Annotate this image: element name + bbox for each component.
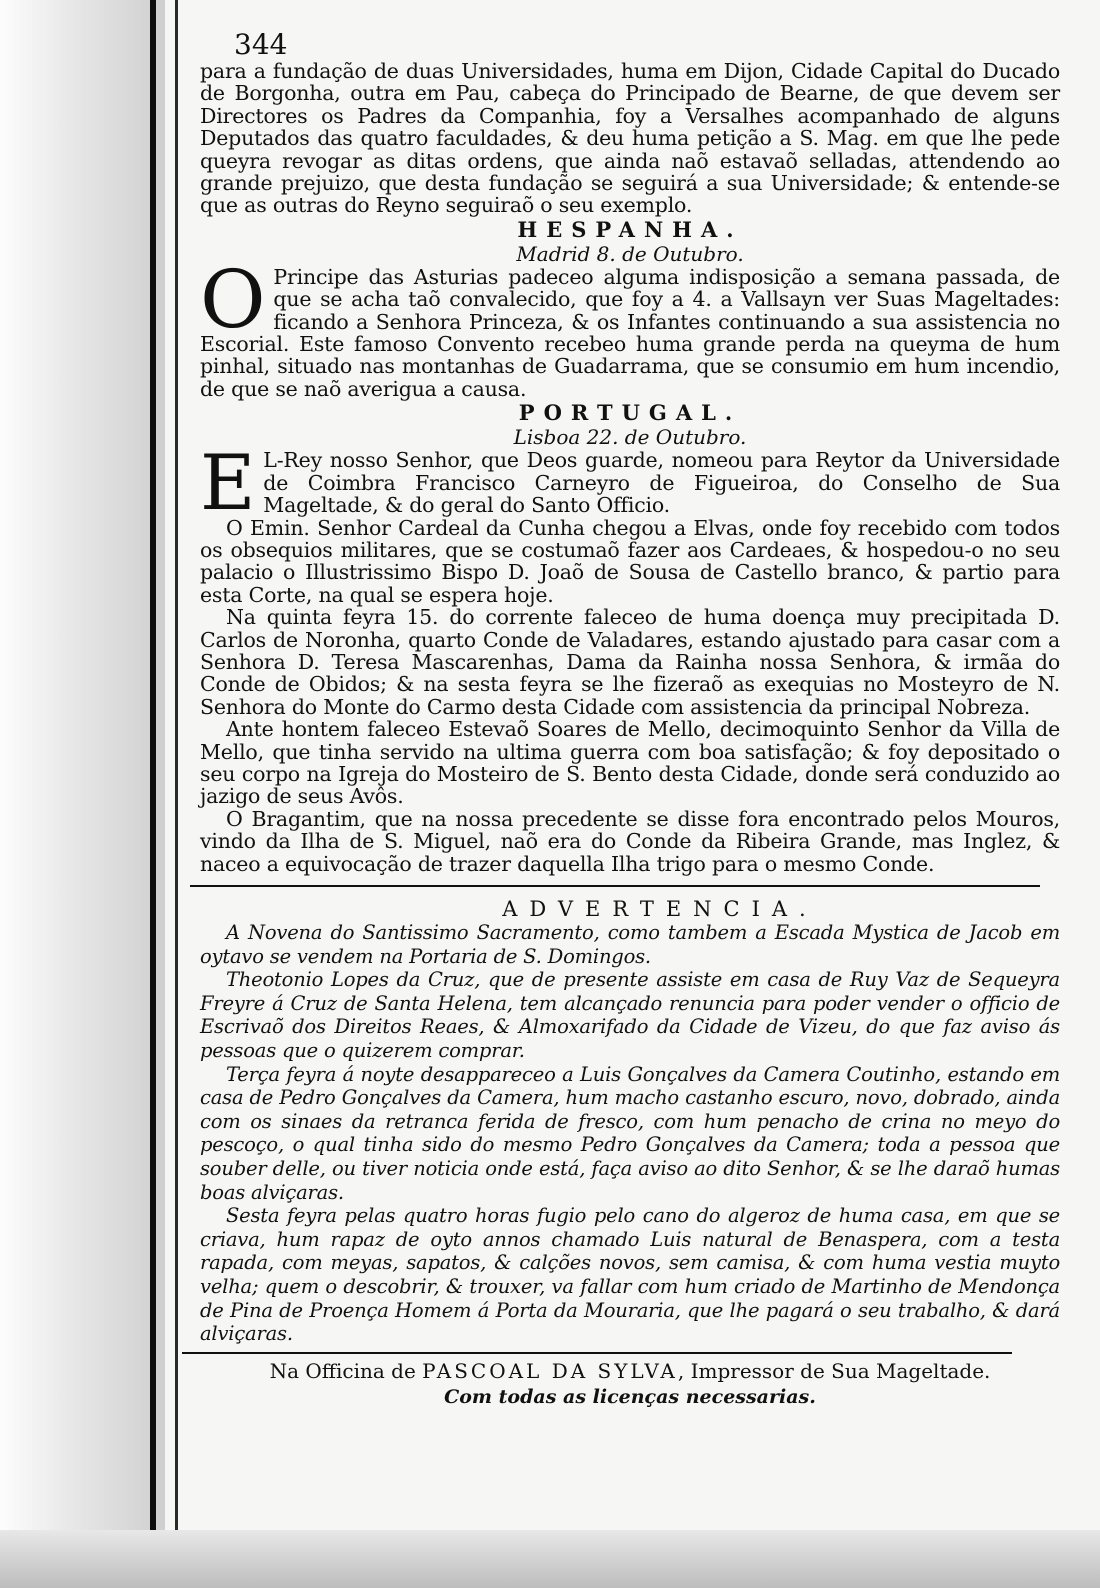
paragraph-portugal-first-text: L-Rey nosso Senhor, que Deos guarde, nomeou para Reytor da Universidade de Coimbra Francisco Carneyro de Figueiroa, do Conselho de Sua Mageltade, & do geral do Santo Officio.	[263, 448, 1060, 518]
notice-rapaz-fugido: Sesta feyra pelas quatro horas fugio pelo cano do algeroz de huma casa, em que se criava, hum rapaz de oyto annos chamado Luis natural de Benaspera, com a testa rapada, com meyas, sapatos, & calções novos, sem camisa, & com huma vestia muyto velha; quem o descobrir, & trouxer, va fallar com hum criado de Martinho de Mendonça de Pina de Proença Homem á Porta da Mouraria, que lhe pagará o seu trabalho, & dará alviçaras.	[200, 1204, 1060, 1346]
notice-macho-castanho: Terça feyra á noyte desappareceo a Luis Gonçalves da Camera Coutinho, estando em casa de Pedro Gonçalves da Camera, hum macho castanho escuro, novo, dobrado, ainda com os sinaes da retranca ferida de fresco, com hum penacho de crina no meyo do pescoço, o qual tinha sido do mesmo Pedro Gonçalves da Camera; toda a pessoa que souber delle, ou tiver noticia onde está, faça aviso ao dito Senhor, & se lhe daraõ humas boas alviçaras.	[200, 1062, 1060, 1204]
notice-novena: A Novena do Santissimo Sacramento, como tambem a Escada Mystica de Jacob em oytavo se vendem na Portaria de S. Domingos.	[200, 921, 1060, 968]
imprint-suffix: , Impressor de Sua Mageltade.	[677, 1358, 991, 1383]
imprint-printer-name: PASCOAL DA SYLVA	[422, 1358, 678, 1383]
section-heading-portugal: PORTUGAL.	[518, 400, 742, 426]
notice-theotonio: Theotonio Lopes da Cruz, que de presente assiste em casa de Ruy Vaz de Sequeyra Freyre á Cruz de Santa Helena, tem alcançado renuncia para poder vender o officio de Escrivaõ dos Direitos Reaes, & Almoxarifado da Cidade de Vizeu, do que faz aviso ás pessoas que o quizerem comprar.	[200, 968, 1060, 1062]
paragraph-estevao-soares: Ante hontem faleceo Estevaõ Soares de Mello, decimoquinto Senhor da Villa de Mello, que tinha servido na ultima guerra com boa satisfação; & foy depositado o seu corpo na Igreja do Mosteiro de S. Bento desta Cidade, donde será conduzido ao jazigo de seus Avôs.	[200, 717, 1060, 809]
paragraph-portugal-first	[200, 438, 1060, 528]
dateline-lisboa: Lisboa 22. de Outubro.	[513, 425, 747, 450]
binding-gutter	[0, 0, 165, 1588]
divider-rule-bottom	[182, 1352, 1012, 1354]
paragraph-bragantim: O Bragantim, que na nossa precedente se disse fora encontrado pelos Mouros, vindo da Ilha de S. Miguel, naõ era do Conde da Ribeira Grande, mas Inglez, & naceo a equivocação de trazer daquella Ilha trigo para o mesmo Conde.	[200, 806, 1060, 876]
page-edge	[175, 0, 178, 1588]
imprint-licences: Com todas as licenças necessarias.	[444, 1385, 816, 1408]
paragraph-france-universities: para a fundação de duas Universidades, huma em Dijon, Cidade Capital do Ducado de Borgonha, outra em Pau, cabeça do Principado de Bearne, de que devem ser Directores os Padres da Companhia, foy a Versalhes acompanhado de alguns Deputados das quatro faculdades, & deu huma petição a S. Mag. em que lhe pede queyra revogar as ditas ordens, que ainda naõ estavaõ selladas, attendendo ao grande prejuizo, que desta fundação se seguirá a sua Universidade; & entende-se que as outras do Reyno seguiraõ o seu exemplo.	[200, 59, 1060, 218]
page-text-column	[200, 28, 1060, 1410]
divider-rule	[190, 885, 1040, 887]
paragraph-hespanha-text: Principe das Asturias padeceo alguma indisposição a semana passada, de que se acha taõ convalecido, que foy a 4. a Vallsayn ver Suas Mageltades: ficando a Senhora Princeza, & os Infantes continuando a sua assistencia no Escorial. Este famoso Convento recebeo huma grande perda na queyma de hum pinhal, situado nas montanhas de Guadarrama, que se consumio em hum incendio, de que se naõ averigua a causa.	[200, 264, 1060, 401]
page-number: 344	[234, 28, 288, 61]
page-bottom-shadow	[0, 1530, 1100, 1588]
drop-cap-o: O	[200, 252, 266, 346]
section-heading-hespanha: HESPANHA.	[517, 216, 743, 242]
paragraph-cardeal-cunha: O Emin. Senhor Cardeal da Cunha chegou a Elvas, onde foy recebido com todos os obsequios militares, que se costumaõ fazer aos Cardeaes, & hospedou-o no seu palacio o Illustrissimo Bispo D. Joaõ de Sousa de Castello branco, & partio para esta Corte, na qual se espera hoje.	[200, 515, 1060, 607]
section-heading-advertencia: ADVERTENCIA.	[502, 897, 818, 921]
paragraph-conde-valadares: Na quinta feyra 15. do corrente faleceo de huma doença muy precipitada D. Carlos de Noronha, quarto Conde de Valadares, estando ajustado para casar com a Senhora D. Teresa Mascarenhas, Dama da Rainha nossa Senhora, & irmãa do Conde de Obidos; & na sesta feyra se lhe fizeraõ as exequias no Mosteyro de N. Senhora do Monte do Carmo desta Cidade com assistencia da principal Nobreza.	[200, 605, 1060, 719]
imprint-line	[200, 1358, 1060, 1384]
dateline-madrid: Madrid 8. de Outubro.	[516, 241, 744, 266]
binding-edge	[150, 0, 156, 1588]
imprint-prefix: Na Officina de	[269, 1358, 423, 1383]
drop-cap-e: E	[200, 438, 256, 528]
